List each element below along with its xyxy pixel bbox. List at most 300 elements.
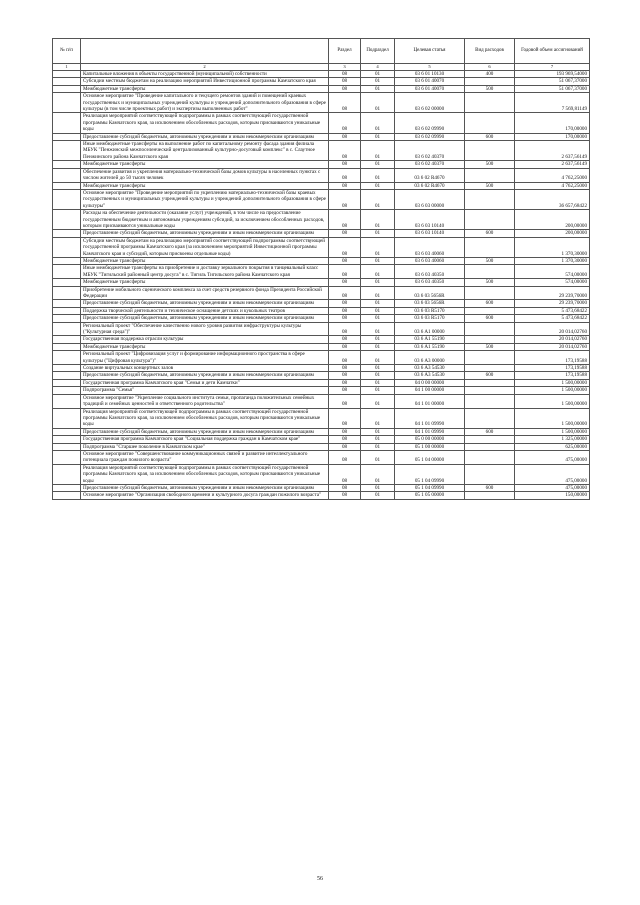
cell-podrazdel: 01 (361, 394, 395, 408)
cell-razdel: 08 (329, 315, 361, 322)
cell-razdel: 08 (329, 307, 361, 314)
cell-num (53, 237, 81, 257)
cell-annual-sum: 1 370,30000 (515, 257, 590, 264)
cell-annual-sum: 1 370,30000 (515, 237, 590, 257)
cell-target-article: 04 1 01 09990 (395, 428, 465, 435)
cell-name: Предоставление субсидий бюджетным, автономным учреждениям и иным некоммерческим организациям (81, 230, 329, 237)
table-row (53, 436, 590, 443)
cell-podrazdel: 01 (361, 78, 395, 85)
table-row (53, 484, 590, 491)
cell-podrazdel: 01 (361, 408, 395, 428)
table-row (53, 279, 590, 286)
cell-podrazdel: 01 (361, 315, 395, 322)
cell-name: Реализация мероприятий соответствующей подпрограммы в рамках соответствующей государственной программы Камчатского края, за исключением обособленных расходов, которым присваиваются уникальные коды (81, 408, 329, 428)
cell-target-article: 05 1 05 00000 (395, 492, 465, 499)
table-row (53, 492, 590, 499)
table-row (53, 307, 590, 314)
cell-annual-sum: 150,00000 (515, 492, 590, 499)
column-number: 4 (361, 64, 395, 71)
cell-name: Реализация мероприятий соответствующей подпрограммы в рамках соответствующей государственной программы Камчатского края, за исключением обособленных расходов, которым присваиваются уникальные коды (81, 464, 329, 484)
cell-num (53, 372, 81, 379)
table-body (53, 71, 590, 500)
table-row (53, 379, 590, 386)
cell-name: Расходы на обеспечение деятельности (оказание услуг) учреждений, в том числе на предоставление государственным бюджетным и автономным учреждениям субсидий, за исключением обособленных расходов, которым присваиваются уникальные коды (81, 210, 329, 230)
cell-expense-type (465, 436, 515, 443)
cell-razdel: 08 (329, 237, 361, 257)
cell-target-article: 03 6 01 40070 (395, 85, 465, 92)
cell-name: Основное мероприятие "Проведение капитального и текущего ремонтов зданий и помещений краевых государственных и муниципальных учреждений культуры и учреждений дополнительного образования в сфере культуры (в том числе проектных работ) и экспертизы выполненных работ" (81, 93, 329, 113)
cell-target-article: 03 6 03 5656R (395, 300, 465, 307)
cell-num (53, 113, 81, 133)
cell-target-article: 03 6 02 09990 (395, 113, 465, 133)
cell-annual-sum: 4 762,25000 (515, 182, 590, 189)
cell-target-article: 03 6 A3 54530 (395, 365, 465, 372)
cell-razdel: 08 (329, 257, 361, 264)
cell-podrazdel: 01 (361, 237, 395, 257)
cell-target-article: 03 6 A1 55190 (395, 336, 465, 343)
cell-podrazdel: 01 (361, 182, 395, 189)
table-row (53, 237, 590, 257)
cell-razdel: 08 (329, 343, 361, 350)
cell-target-article: 04 1 01 09990 (395, 408, 465, 428)
cell-razdel: 08 (329, 286, 361, 300)
cell-expense-type (465, 365, 515, 372)
cell-podrazdel: 01 (361, 336, 395, 343)
table-row (53, 464, 590, 484)
cell-expense-type (465, 387, 515, 394)
cell-podrazdel: 01 (361, 387, 395, 394)
cell-name: Предоставление субсидий бюджетным, автономным учреждениям и иным некоммерческим организациям (81, 315, 329, 322)
cell-annual-sum: 173,19588 (515, 365, 590, 372)
cell-target-article: 03 6 03 40060 (395, 237, 465, 257)
cell-target-article: 03 6 03 40350 (395, 265, 465, 279)
cell-expense-type: 600 (465, 372, 515, 379)
cell-podrazdel: 01 (361, 379, 395, 386)
column-number: 6 (465, 64, 515, 71)
table-row (53, 336, 590, 343)
cell-name: Реализация мероприятий соответствующей подпрограммы в рамках соответствующей государственной программы Камчатского края, за исключением обособленных расходов, которым присваиваются уникальные коды (81, 113, 329, 133)
cell-podrazdel: 01 (361, 85, 395, 92)
cell-expense-type: 500 (465, 182, 515, 189)
cell-name: Государственная программа Камчатского края "Семья и дети Камчатки" (81, 379, 329, 386)
cell-num (53, 257, 81, 264)
cell-num (53, 408, 81, 428)
cell-razdel: 08 (329, 351, 361, 365)
cell-podrazdel: 01 (361, 210, 395, 230)
cell-name: Иные межбюджетные трансферты на приобретение и доставку зеркального покрытия в танцевальный класс МБУК "Тигильский районный центр досуга" в с. Тигиль Тигильского района Камчатского края (81, 265, 329, 279)
cell-annual-sum: 51 067,37000 (515, 78, 590, 85)
cell-podrazdel: 01 (361, 365, 395, 372)
cell-razdel: 08 (329, 408, 361, 428)
cell-podrazdel: 01 (361, 492, 395, 499)
cell-expense-type (465, 168, 515, 182)
table-row (53, 113, 590, 133)
cell-razdel: 08 (329, 436, 361, 443)
cell-expense-type: 600 (465, 484, 515, 491)
cell-expense-type: 500 (465, 161, 515, 168)
cell-target-article: 04 0 00 00000 (395, 379, 465, 386)
cell-razdel: 08 (329, 484, 361, 491)
cell-name: Межбюджетные трансферты (81, 257, 329, 264)
cell-podrazdel: 01 (361, 484, 395, 491)
table-row (53, 161, 590, 168)
cell-expense-type (465, 322, 515, 336)
cell-target-article: 03 6 03 R5170 (395, 307, 465, 314)
cell-target-article: 03 6 02 R4670 (395, 168, 465, 182)
cell-podrazdel: 01 (361, 279, 395, 286)
cell-expense-type (465, 336, 515, 343)
cell-annual-sum: 173,19588 (515, 351, 590, 365)
cell-annual-sum: 51 067,37000 (515, 85, 590, 92)
cell-annual-sum: 170,00000 (515, 113, 590, 133)
cell-num (53, 387, 81, 394)
cell-annual-sum: 1 500,00000 (515, 428, 590, 435)
cell-podrazdel: 01 (361, 322, 395, 336)
cell-name: Региональный проект "Обеспечение качественно нового уровня развития инфраструктуры культуры ("Культурная среда")" (81, 322, 329, 336)
cell-num (53, 168, 81, 182)
cell-expense-type: 500 (465, 279, 515, 286)
cell-expense-type (465, 78, 515, 85)
cell-name: Субсидии местным бюджетам на реализацию мероприятий соответствующей подпрограммы соответствующей государственной программы Камчатского края (за исключением мероприятий Инвестиционной программы Камчатского края и субсидий, которым присвоены отдельные коды) (81, 237, 329, 257)
cell-annual-sum: 200,00000 (515, 230, 590, 237)
cell-num (53, 379, 81, 386)
cell-annual-sum: 36 657,68422 (515, 189, 590, 209)
cell-name: Основное мероприятие "Организация свободного времени и культурного досуга граждан пожилого возраста" (81, 492, 329, 499)
cell-name: Основное мероприятие "Совершенствование коммуникационных связей и развитие интеллектуального потенциала граждан пожилого возраста" (81, 450, 329, 464)
cell-name: Предоставление субсидий бюджетным, автономным учреждениям и иным некоммерческим организациям (81, 484, 329, 491)
cell-annual-sum: 475,00000 (515, 484, 590, 491)
table-row (53, 93, 590, 113)
column-number-row (53, 64, 590, 71)
cell-num (53, 210, 81, 230)
table-row (53, 300, 590, 307)
cell-annual-sum: 5 473,68422 (515, 315, 590, 322)
cell-expense-type: 600 (465, 315, 515, 322)
cell-expense-type (465, 450, 515, 464)
table-row (53, 286, 590, 300)
cell-expense-type: 600 (465, 133, 515, 140)
cell-name: Региональный проект "Цифровизация услуг и формирование информационного пространства в сфере культуры ("Цифровая культура")" (81, 351, 329, 365)
cell-podrazdel: 01 (361, 450, 395, 464)
table-row (53, 428, 590, 435)
cell-razdel: 08 (329, 168, 361, 182)
cell-expense-type (465, 307, 515, 314)
cell-podrazdel: 01 (361, 300, 395, 307)
cell-num (53, 189, 81, 209)
cell-podrazdel: 01 (361, 351, 395, 365)
cell-num (53, 484, 81, 491)
cell-expense-type: 500 (465, 257, 515, 264)
cell-expense-type (465, 408, 515, 428)
cell-expense-type (465, 237, 515, 257)
cell-razdel: 08 (329, 372, 361, 379)
cell-razdel: 08 (329, 443, 361, 450)
cell-expense-type: 500 (465, 85, 515, 92)
cell-podrazdel: 01 (361, 443, 395, 450)
cell-target-article: 05 1 00 00000 (395, 443, 465, 450)
cell-podrazdel: 01 (361, 93, 395, 113)
cell-podrazdel: 01 (361, 257, 395, 264)
cell-target-article: 03 6 02 00000 (395, 93, 465, 113)
cell-name: Межбюджетные трансферты (81, 182, 329, 189)
cell-annual-sum: 4 762,25000 (515, 168, 590, 182)
cell-razdel: 08 (329, 189, 361, 209)
cell-num (53, 315, 81, 322)
cell-name: Государственная программа Камчатского края "Социальная поддержка граждан в Камчатском крае" (81, 436, 329, 443)
cell-annual-sum: 29 239,70000 (515, 286, 590, 300)
cell-target-article: 03 6 A1 55190 (395, 343, 465, 350)
cell-annual-sum: 574,00000 (515, 265, 590, 279)
cell-razdel: 08 (329, 279, 361, 286)
cell-annual-sum: 5 473,68422 (515, 307, 590, 314)
cell-podrazdel: 01 (361, 168, 395, 182)
cell-num (53, 133, 81, 140)
cell-num (53, 93, 81, 113)
cell-num (53, 322, 81, 336)
cell-podrazdel: 01 (361, 161, 395, 168)
table-row (53, 85, 590, 92)
cell-expense-type (465, 286, 515, 300)
cell-target-article: 03 6 01 40070 (395, 78, 465, 85)
cell-annual-sum: 574,00000 (515, 279, 590, 286)
table-row (53, 182, 590, 189)
cell-target-article: 03 6 03 10140 (395, 230, 465, 237)
cell-target-article: 03 6 A1 00000 (395, 322, 465, 336)
column-number: 1 (53, 64, 81, 71)
cell-expense-type (465, 443, 515, 450)
cell-target-article: 05 1 04 09990 (395, 484, 465, 491)
cell-target-article: 03 6 02 40370 (395, 141, 465, 161)
cell-annual-sum: 1 500,00000 (515, 387, 590, 394)
cell-annual-sum: 475,00000 (515, 464, 590, 484)
cell-num (53, 394, 81, 408)
cell-name: Субсидии местным бюджетам на реализацию мероприятий Инвестиционной программы Камчатского края (81, 78, 329, 85)
cell-razdel: 08 (329, 394, 361, 408)
table-row (53, 257, 590, 264)
cell-num (53, 428, 81, 435)
header-expense-type: Вид расходов (465, 39, 515, 64)
cell-target-article: 03 6 02 R4670 (395, 182, 465, 189)
header-name (81, 39, 329, 64)
header-annual-sum: Годовой объем ассигнований (515, 39, 590, 64)
cell-annual-sum: 20 014,02760 (515, 336, 590, 343)
cell-annual-sum: 170,00000 (515, 133, 590, 140)
cell-annual-sum: 625,00000 (515, 443, 590, 450)
table-row (53, 210, 590, 230)
cell-expense-type (465, 141, 515, 161)
column-number: 7 (515, 64, 590, 71)
cell-num (53, 443, 81, 450)
cell-annual-sum: 20 014,02760 (515, 343, 590, 350)
cell-razdel: 08 (329, 182, 361, 189)
cell-razdel: 08 (329, 71, 361, 78)
cell-razdel: 08 (329, 365, 361, 372)
table-row (53, 168, 590, 182)
cell-razdel: 08 (329, 492, 361, 499)
column-number: 3 (329, 64, 361, 71)
cell-expense-type: 600 (465, 428, 515, 435)
cell-podrazdel: 01 (361, 428, 395, 435)
cell-name: Основное мероприятие "Укрепление социального института семьи, пропаганда положительных семейных традиций и семейных ценностей и ответственного родительства" (81, 394, 329, 408)
cell-name: Поддержка творческой деятельности и техническое оснащение детских и кукольных театров (81, 307, 329, 314)
cell-num (53, 85, 81, 92)
cell-num (53, 286, 81, 300)
cell-target-article: 05 1 04 09990 (395, 464, 465, 484)
cell-razdel: 08 (329, 141, 361, 161)
cell-podrazdel: 01 (361, 343, 395, 350)
cell-razdel: 08 (329, 464, 361, 484)
cell-name: Иные межбюджетные трансферты на выполнение работ по капитальному ремонту фасада здания филиала МБУК "Пенжинский межпоселенческий централизованный культурно-досуговый комплекс" в с. Слаутное Пенжинского района Камчатского края (81, 141, 329, 161)
table-row (53, 230, 590, 237)
header-razdel: Раздел (329, 39, 361, 64)
cell-expense-type (465, 394, 515, 408)
cell-expense-type: 600 (465, 300, 515, 307)
cell-name: Предоставление субсидий бюджетным, автономным учреждениям и иным некоммерческим организациям (81, 428, 329, 435)
table-row (53, 408, 590, 428)
cell-target-article: 03 6 03 40060 (395, 257, 465, 264)
cell-razdel: 08 (329, 265, 361, 279)
cell-podrazdel: 01 (361, 265, 395, 279)
cell-name: Основное мероприятие "Проведение мероприятий по укреплению материально-технической базы краевых государственных и муниципальных учреждений культуры и учреждений дополнительного образования в сфере культуры" (81, 189, 329, 209)
cell-annual-sum: 1 500,00000 (515, 379, 590, 386)
column-number: 2 (81, 64, 329, 71)
cell-num (53, 492, 81, 499)
cell-expense-type: 500 (465, 343, 515, 350)
cell-podrazdel: 01 (361, 113, 395, 133)
cell-podrazdel: 01 (361, 286, 395, 300)
cell-podrazdel: 01 (361, 307, 395, 314)
cell-podrazdel: 01 (361, 372, 395, 379)
cell-podrazdel: 01 (361, 230, 395, 237)
cell-annual-sum: 193 969,54000 (515, 71, 590, 78)
cell-expense-type (465, 265, 515, 279)
cell-num (53, 343, 81, 350)
cell-razdel: 08 (329, 450, 361, 464)
cell-name: Межбюджетные трансферты (81, 343, 329, 350)
cell-name: Обеспечение развития и укрепления материально-технической базы домов культуры в населенных пунктах с числом жителей до 50 тысяч человек (81, 168, 329, 182)
cell-annual-sum: 173,19588 (515, 372, 590, 379)
cell-num (53, 182, 81, 189)
page-number: 56 (317, 876, 323, 882)
cell-annual-sum: 29 239,70000 (515, 300, 590, 307)
cell-target-article: 03 6 02 09990 (395, 133, 465, 140)
table-row (53, 78, 590, 85)
cell-annual-sum: 1 500,00000 (515, 408, 590, 428)
cell-expense-type (465, 93, 515, 113)
cell-num (53, 279, 81, 286)
budget-table (52, 38, 590, 500)
cell-annual-sum: 1 325,00000 (515, 436, 590, 443)
cell-razdel: 08 (329, 322, 361, 336)
cell-annual-sum: 7 569,81149 (515, 93, 590, 113)
table-row (53, 322, 590, 336)
header-num: № п/п (53, 39, 81, 64)
table-row (53, 265, 590, 279)
cell-name: Государственная поддержка отрасли культуры (81, 336, 329, 343)
cell-podrazdel: 01 (361, 71, 395, 78)
cell-num (53, 365, 81, 372)
table-row (53, 450, 590, 464)
cell-expense-type (465, 464, 515, 484)
cell-name: Капитальные вложения в объекты государственной (муниципальной) собственности (81, 71, 329, 78)
cell-num (53, 300, 81, 307)
cell-podrazdel: 01 (361, 141, 395, 161)
cell-num (53, 265, 81, 279)
table-row (53, 443, 590, 450)
cell-name: Межбюджетные трансферты (81, 279, 329, 286)
cell-target-article: 03 6 03 00000 (395, 189, 465, 209)
cell-name: Межбюджетные трансферты (81, 161, 329, 168)
cell-razdel: 08 (329, 133, 361, 140)
cell-podrazdel: 01 (361, 189, 395, 209)
cell-razdel: 08 (329, 230, 361, 237)
cell-expense-type (465, 189, 515, 209)
cell-annual-sum: 2 637,56149 (515, 141, 590, 161)
cell-name: Подпрограмма "Семья" (81, 387, 329, 394)
cell-target-article: 03 6 02 40370 (395, 161, 465, 168)
table-row (53, 394, 590, 408)
header-target-article: Целевая статья (395, 39, 465, 64)
cell-expense-type: 600 (465, 230, 515, 237)
cell-target-article: 03 6 01 10130 (395, 71, 465, 78)
cell-name: Межбюджетные трансферты (81, 85, 329, 92)
table-row (53, 133, 590, 140)
table-row (53, 365, 590, 372)
cell-razdel: 08 (329, 428, 361, 435)
cell-target-article: 05 0 00 00000 (395, 436, 465, 443)
cell-target-article: 03 6 A3 00000 (395, 351, 465, 365)
cell-expense-type (465, 351, 515, 365)
cell-expense-type (465, 379, 515, 386)
table-header-row (53, 39, 590, 64)
cell-razdel: 08 (329, 85, 361, 92)
cell-razdel: 08 (329, 113, 361, 133)
cell-razdel: 08 (329, 78, 361, 85)
cell-name: Создание виртуальных концертных залов (81, 365, 329, 372)
cell-razdel: 08 (329, 387, 361, 394)
cell-target-article: 05 1 04 00000 (395, 450, 465, 464)
column-number: 5 (395, 64, 465, 71)
header-podrazdel: Подраздел (361, 39, 395, 64)
cell-annual-sum: 200,00000 (515, 210, 590, 230)
cell-annual-sum: 475,00000 (515, 450, 590, 464)
cell-num (53, 141, 81, 161)
cell-annual-sum: 2 637,56149 (515, 161, 590, 168)
cell-num (53, 230, 81, 237)
cell-num (53, 307, 81, 314)
table-row (53, 387, 590, 394)
cell-name: Подпрограмма "Старшее поколение в Камчатском крае" (81, 443, 329, 450)
cell-target-article: 04 1 01 00000 (395, 394, 465, 408)
cell-expense-type (465, 113, 515, 133)
table-row (53, 372, 590, 379)
cell-expense-type: 400 (465, 71, 515, 78)
cell-target-article: 03 6 03 5656R (395, 286, 465, 300)
table-row (53, 189, 590, 209)
cell-razdel: 08 (329, 161, 361, 168)
cell-name: Предоставление субсидий бюджетным, автономным учреждениям и иным некоммерческим организациям (81, 300, 329, 307)
cell-razdel: 08 (329, 93, 361, 113)
cell-expense-type (465, 210, 515, 230)
cell-num (53, 78, 81, 85)
cell-name: Предоставление субсидий бюджетным, автономным учреждениям и иным некоммерческим организациям (81, 372, 329, 379)
table-row (53, 315, 590, 322)
table-row (53, 351, 590, 365)
cell-razdel: 08 (329, 379, 361, 386)
cell-num (53, 436, 81, 443)
cell-expense-type (465, 492, 515, 499)
cell-razdel: 08 (329, 300, 361, 307)
